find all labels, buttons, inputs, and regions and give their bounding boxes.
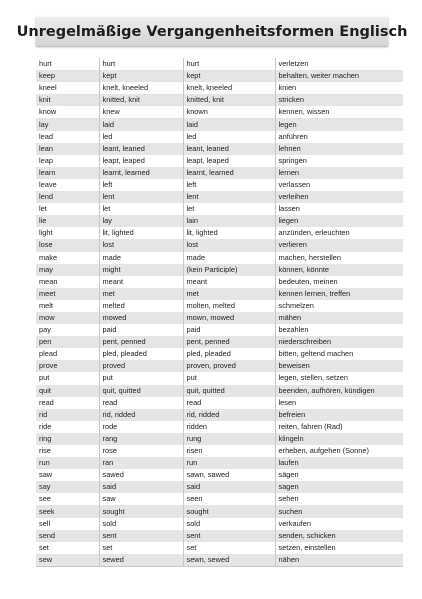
- infinitive-cell: pay: [39, 325, 51, 335]
- infinitive-cell: sell: [39, 518, 51, 528]
- simple-past-cell: lit, lighted: [99, 227, 183, 239]
- infinitive-cell: make: [39, 252, 58, 262]
- past-participle-cell: mown, mowed: [183, 312, 275, 324]
- german-translation-cell: mähen: [275, 312, 403, 324]
- german-translation-cell: reiten, fahren (Rad): [275, 421, 403, 433]
- table-row: [36, 155, 403, 167]
- german-translation-cell: kennen, wissen: [275, 106, 403, 118]
- german-translation-cell: laufen: [275, 457, 403, 469]
- past-participle-cell: (kein Participle): [183, 264, 275, 276]
- simple-past-cell: pent, penned: [99, 336, 183, 348]
- page-title: Unregelmäßige Vergangenheitsformen Englisch: [16, 23, 408, 40]
- infinitive-cell: lay: [39, 119, 49, 129]
- german-translation-cell: können, könnte: [275, 264, 403, 276]
- past-participle-cell: paid: [183, 324, 275, 336]
- infinitive-cell: mow: [39, 313, 55, 323]
- past-participle-cell: lent: [183, 191, 275, 203]
- table-row: [36, 348, 403, 360]
- infinitive-cell: plead: [39, 349, 58, 359]
- table-row: [36, 227, 403, 239]
- table-row: [36, 215, 403, 227]
- german-translation-cell: lassen: [275, 203, 403, 215]
- table-row: [36, 530, 403, 542]
- infinitive-cell: know: [39, 107, 57, 117]
- simple-past-cell: might: [99, 264, 183, 276]
- german-translation-cell: lernen: [275, 167, 403, 179]
- simple-past-cell: knew: [99, 106, 183, 118]
- table-row: [36, 82, 403, 94]
- simple-past-cell: rose: [99, 445, 183, 457]
- simple-past-cell: said: [99, 481, 183, 493]
- table-row: [36, 312, 403, 324]
- german-translation-cell: springen: [275, 155, 403, 167]
- past-participle-cell: knelt, kneeled: [183, 82, 275, 94]
- simple-past-cell: put: [99, 372, 183, 384]
- german-translation-cell: senden, schicken: [275, 530, 403, 542]
- german-translation-cell: anführen: [275, 131, 403, 143]
- table-row: [36, 336, 403, 348]
- table-row: [36, 203, 403, 215]
- past-participle-cell: sent: [183, 530, 275, 542]
- infinitive-cell: rise: [39, 446, 51, 456]
- simple-past-cell: paid: [99, 324, 183, 336]
- past-participle-cell: lost: [183, 239, 275, 251]
- german-translation-cell: verlassen: [275, 179, 403, 191]
- german-translation-cell: verletzen: [275, 58, 403, 70]
- infinitive-cell: keep: [39, 71, 56, 81]
- table-row: [36, 239, 403, 251]
- past-participle-cell: made: [183, 252, 275, 264]
- simple-past-cell: lost: [99, 239, 183, 251]
- simple-past-cell: rang: [99, 433, 183, 445]
- table-row: [36, 518, 403, 530]
- table-row: [36, 457, 403, 469]
- table-row: [36, 252, 403, 264]
- infinitive-cell: mean: [39, 276, 58, 286]
- german-translation-cell: verkaufen: [275, 518, 403, 530]
- past-participle-cell: put: [183, 372, 275, 384]
- past-participle-cell: set: [183, 542, 275, 554]
- past-participle-cell: sawn, sawed: [183, 469, 275, 481]
- past-participle-cell: laid: [183, 118, 275, 130]
- table-row: [36, 58, 403, 70]
- past-participle-cell: known: [183, 106, 275, 118]
- past-participle-cell: proven, proved: [183, 360, 275, 372]
- german-translation-cell: sagen: [275, 481, 403, 493]
- simple-past-cell: made: [99, 252, 183, 264]
- german-translation-cell: beenden, aufhören, kündigen: [275, 385, 403, 397]
- german-translation-cell: kennen lernen, treffen: [275, 288, 403, 300]
- past-participle-cell: sought: [183, 505, 275, 517]
- table-row: [36, 106, 403, 118]
- german-translation-cell: setzen, einstellen: [275, 542, 403, 554]
- past-participle-cell: lain: [183, 215, 275, 227]
- past-participle-cell: rung: [183, 433, 275, 445]
- table-row: [36, 409, 403, 421]
- simple-past-cell: learnt, learned: [99, 167, 183, 179]
- past-participle-cell: leapt, leaped: [183, 155, 275, 167]
- infinitive-cell: see: [39, 494, 51, 504]
- past-participle-cell: ridden: [183, 421, 275, 433]
- table-row: [36, 143, 403, 155]
- infinitive-cell: learn: [39, 167, 56, 177]
- infinitive-cell: saw: [39, 470, 53, 480]
- simple-past-cell: lay: [99, 215, 183, 227]
- german-translation-cell: bitten, geltend machen: [275, 348, 403, 360]
- infinitive-cell: leave: [39, 179, 57, 189]
- simple-past-cell: meant: [99, 276, 183, 288]
- table-row: [36, 167, 403, 179]
- table-row: [36, 433, 403, 445]
- german-translation-cell: liegen: [275, 215, 403, 227]
- german-translation-cell: legen: [275, 118, 403, 130]
- infinitive-cell: read: [39, 397, 54, 407]
- infinitive-cell: put: [39, 373, 50, 383]
- title-banner: [16, 17, 408, 46]
- infinitive-cell: pen: [39, 337, 52, 347]
- table-row: [36, 372, 403, 384]
- infinitive-cell: lean: [39, 143, 53, 153]
- infinitive-cell: kneel: [39, 83, 57, 93]
- german-translation-cell: verleihen: [275, 191, 403, 203]
- past-participle-cell: pent, penned: [183, 336, 275, 348]
- table-row: [36, 324, 403, 336]
- infinitive-cell: prove: [39, 361, 58, 371]
- past-participle-cell: read: [183, 397, 275, 409]
- german-translation-cell: anzünden, erleuchten: [275, 227, 403, 239]
- german-translation-cell: lesen: [275, 397, 403, 409]
- infinitive-cell: rid: [39, 409, 48, 419]
- infinitive-cell: ride: [39, 421, 52, 431]
- table-row: [36, 385, 403, 397]
- infinitive-cell: leap: [39, 155, 53, 165]
- past-participle-cell: leant, leaned: [183, 143, 275, 155]
- table-row: [36, 360, 403, 372]
- german-translation-cell: verlieren: [275, 239, 403, 251]
- german-translation-cell: suchen: [275, 505, 403, 517]
- simple-past-cell: sent: [99, 530, 183, 542]
- table-row: [36, 542, 403, 554]
- simple-past-cell: left: [99, 179, 183, 191]
- table-row: [36, 554, 403, 567]
- past-participle-cell: knitted, knit: [183, 94, 275, 106]
- simple-past-cell: melted: [99, 300, 183, 312]
- infinitive-cell: run: [39, 458, 50, 468]
- simple-past-cell: knelt, kneeled: [99, 82, 183, 94]
- infinitive-cell: send: [39, 530, 56, 540]
- german-translation-cell: schmelzen: [275, 300, 403, 312]
- simple-past-cell: leapt, leaped: [99, 155, 183, 167]
- infinitive-cell: ring: [39, 433, 52, 443]
- past-participle-cell: lit, lighted: [183, 227, 275, 239]
- simple-past-cell: knitted, knit: [99, 94, 183, 106]
- table-row: [36, 469, 403, 481]
- past-participle-cell: risen: [183, 445, 275, 457]
- infinitive-cell: sew: [36, 554, 99, 567]
- infinitive-cell: seek: [39, 506, 55, 516]
- table-row: [36, 191, 403, 203]
- past-participle-cell: hurt: [183, 58, 275, 70]
- table-row: [36, 481, 403, 493]
- simple-past-cell: met: [99, 288, 183, 300]
- german-translation-cell: nähen: [275, 554, 403, 567]
- infinitive-cell: light: [39, 228, 53, 238]
- simple-past-cell: sought: [99, 505, 183, 517]
- past-participle-cell: sold: [183, 518, 275, 530]
- german-translation-cell: knien: [275, 82, 403, 94]
- past-participle-cell: left: [183, 179, 275, 191]
- past-participle-cell: met: [183, 288, 275, 300]
- infinitive-cell: say: [39, 482, 51, 492]
- past-participle-cell: seen: [183, 493, 275, 505]
- verb-table: [36, 58, 403, 567]
- german-translation-cell: lehnen: [275, 143, 403, 155]
- past-participle-cell: said: [183, 481, 275, 493]
- german-translation-cell: sehen: [275, 493, 403, 505]
- german-translation-cell: erheben, aufgehen (Sonne): [275, 445, 403, 457]
- past-participle-cell: molten, melted: [183, 300, 275, 312]
- german-translation-cell: niederschreiben: [275, 336, 403, 348]
- simple-past-cell: quit, quitted: [99, 385, 183, 397]
- past-participle-cell: kept: [183, 70, 275, 82]
- table-row: [36, 70, 403, 82]
- simple-past-cell: saw: [99, 493, 183, 505]
- past-participle-cell: sewn, sewed: [183, 554, 275, 567]
- simple-past-cell: rid, ridded: [99, 409, 183, 421]
- table-row: [36, 94, 403, 106]
- german-translation-cell: behalten, weiter machen: [275, 70, 403, 82]
- infinitive-cell: may: [39, 264, 53, 274]
- simple-past-cell: leant, leaned: [99, 143, 183, 155]
- table-row: [36, 288, 403, 300]
- simple-past-cell: read: [99, 397, 183, 409]
- table-row: [36, 131, 403, 143]
- simple-past-cell: kept: [99, 70, 183, 82]
- table-row: [36, 179, 403, 191]
- simple-past-cell: lent: [99, 191, 183, 203]
- simple-past-cell: sewed: [99, 554, 183, 567]
- table-row: [36, 300, 403, 312]
- table-row: [36, 421, 403, 433]
- simple-past-cell: let: [99, 203, 183, 215]
- simple-past-cell: laid: [99, 118, 183, 130]
- simple-past-cell: mowed: [99, 312, 183, 324]
- infinitive-cell: lie: [39, 216, 47, 226]
- german-translation-cell: legen, stellen, setzen: [275, 372, 403, 384]
- table-row: [36, 118, 403, 130]
- past-participle-cell: quit, quitted: [183, 385, 275, 397]
- infinitive-cell: quit: [39, 385, 51, 395]
- infinitive-cell: lose: [39, 240, 53, 250]
- infinitive-cell: meet: [39, 288, 56, 298]
- german-translation-cell: befreien: [275, 409, 403, 421]
- verb-table-body: [36, 58, 403, 566]
- german-translation-cell: klingeln: [275, 433, 403, 445]
- table-row: [36, 264, 403, 276]
- past-participle-cell: rid, ridded: [183, 409, 275, 421]
- simple-past-cell: hurt: [99, 58, 183, 70]
- german-translation-cell: machen, herstellen: [275, 252, 403, 264]
- simple-past-cell: proved: [99, 360, 183, 372]
- infinitive-cell: knit: [39, 95, 51, 105]
- table-row: [36, 397, 403, 409]
- infinitive-cell: hurt: [39, 59, 52, 69]
- table-row: [36, 276, 403, 288]
- table-row: [36, 445, 403, 457]
- simple-past-cell: ran: [99, 457, 183, 469]
- past-participle-cell: pled, pleaded: [183, 348, 275, 360]
- infinitive-cell: lend: [39, 192, 53, 202]
- past-participle-cell: learnt, learned: [183, 167, 275, 179]
- german-translation-cell: sägen: [275, 469, 403, 481]
- past-participle-cell: let: [183, 203, 275, 215]
- table-row: [36, 493, 403, 505]
- german-translation-cell: beweisen: [275, 360, 403, 372]
- simple-past-cell: sawed: [99, 469, 183, 481]
- german-translation-cell: stricken: [275, 94, 403, 106]
- infinitive-cell: set: [39, 542, 49, 552]
- table-row: [36, 505, 403, 517]
- german-translation-cell: bezahlen: [275, 324, 403, 336]
- past-participle-cell: meant: [183, 276, 275, 288]
- simple-past-cell: led: [99, 131, 183, 143]
- simple-past-cell: pled, pleaded: [99, 348, 183, 360]
- german-translation-cell: bedeuten, meinen: [275, 276, 403, 288]
- simple-past-cell: sold: [99, 518, 183, 530]
- infinitive-cell: melt: [39, 300, 53, 310]
- past-participle-cell: led: [183, 131, 275, 143]
- infinitive-cell: lead: [39, 131, 53, 141]
- simple-past-cell: set: [99, 542, 183, 554]
- past-participle-cell: run: [183, 457, 275, 469]
- simple-past-cell: rode: [99, 421, 183, 433]
- infinitive-cell: let: [39, 204, 47, 214]
